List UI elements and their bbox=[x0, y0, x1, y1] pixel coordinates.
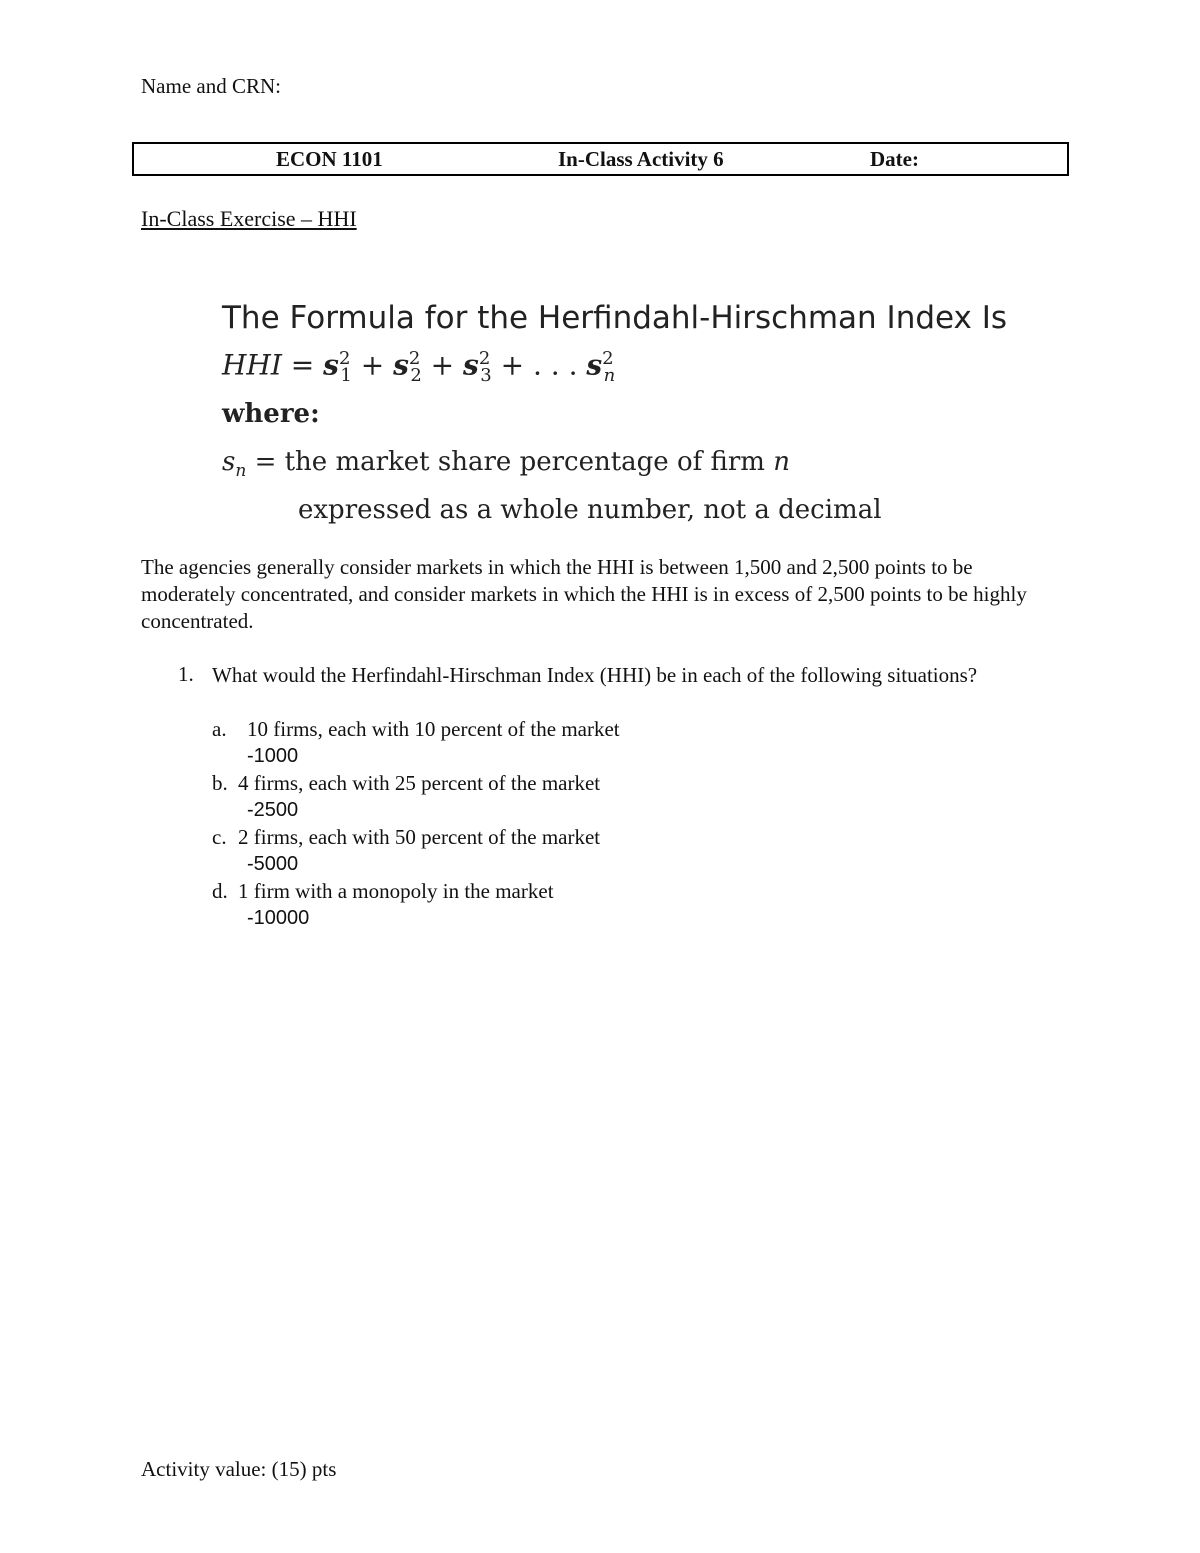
formula-definition: $s_n$ = the market share percentage of firm n bbox=[222, 447, 790, 482]
name-crn-label: Name and CRN: bbox=[141, 74, 281, 98]
formula-definition-text: = the market share percentage of firm bbox=[254, 447, 765, 477]
course-code: ECON 1101 bbox=[276, 147, 383, 171]
list-item bbox=[212, 770, 1012, 824]
item-label: 2 firms, each with 50 percent of the market bbox=[238, 825, 601, 849]
item-label: 4 firms, each with 25 percent of the market bbox=[238, 771, 601, 795]
item-answer: -2500 bbox=[247, 799, 299, 821]
item-label: 10 firms, each with 10 percent of the market bbox=[247, 717, 620, 741]
activity-value: Activity value: (15) pts bbox=[141, 1457, 337, 1481]
list-item bbox=[212, 824, 1012, 878]
date-label: Date: bbox=[870, 147, 919, 171]
header-box bbox=[132, 142, 1069, 176]
item-answer: -1000 bbox=[247, 745, 299, 767]
formula-title: The Formula for the Herfindahl-Hirschman Index Is bbox=[222, 300, 1008, 336]
hhi-formula-figure bbox=[222, 300, 1062, 535]
item-answer: -10000 bbox=[247, 907, 310, 929]
item-answer: -5000 bbox=[247, 853, 299, 875]
question-number: 1. bbox=[178, 662, 194, 686]
item-letter: c. bbox=[212, 825, 227, 849]
formula-definition-continued: expressed as a whole number, not a decimal bbox=[298, 495, 882, 525]
item-letter: d. bbox=[212, 879, 228, 903]
formula-equation: HHI = $s^2_1 + s^2_2 + s^2_3$ + . . . $s^2_n$ bbox=[222, 348, 616, 386]
concentration-paragraph: The agencies generally consider markets in which the HHI is between 1,500 and 2,500 points to be moderately concentrated, and consider markets in which the HHI is in excess of 2,500 points to be highly concentrated. bbox=[141, 555, 1027, 633]
list-item bbox=[212, 716, 1012, 770]
activity-title: In-Class Activity 6 bbox=[558, 147, 724, 171]
item-label: 1 firm with a monopoly in the market bbox=[238, 879, 554, 903]
question-text: What would the Herfindahl-Hirschman Index (HHI) be in each of the following situations? bbox=[212, 663, 978, 687]
list-item bbox=[212, 878, 1012, 932]
section-title: In-Class Exercise – HHI bbox=[141, 206, 357, 231]
item-letter: a. bbox=[212, 717, 227, 741]
item-letter: b. bbox=[212, 771, 228, 795]
formula-where-label: where: bbox=[222, 399, 320, 429]
